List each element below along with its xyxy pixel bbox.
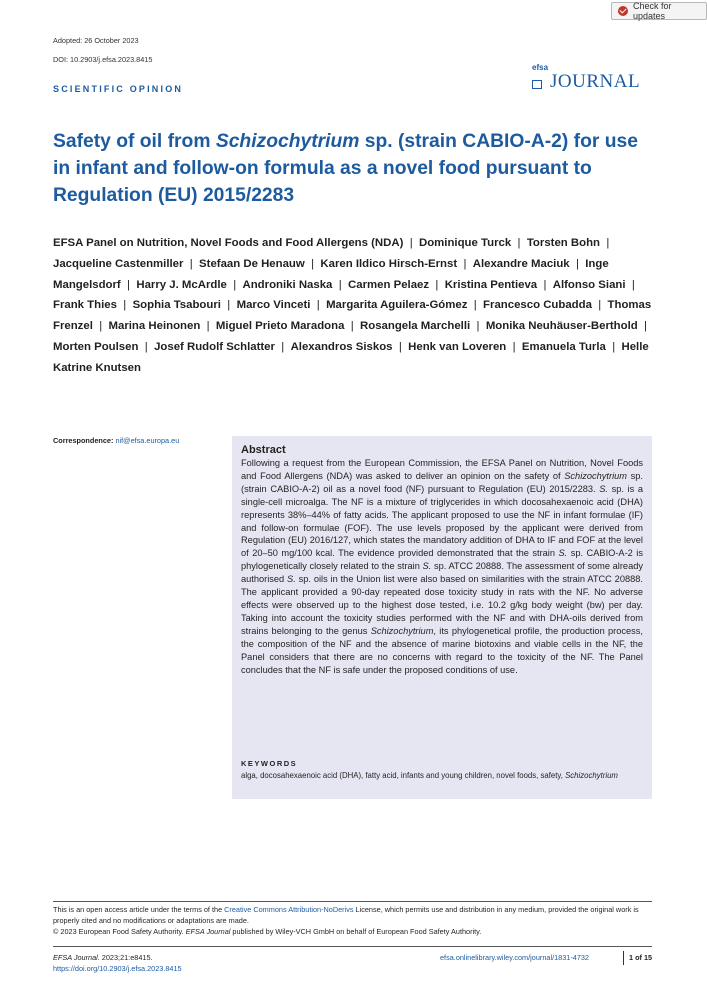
copyright-journal: EFSA Journal	[185, 926, 231, 936]
author-separator: |	[467, 299, 484, 312]
author-separator: |	[220, 299, 237, 312]
author-name: Marco Vinceti	[236, 299, 311, 312]
footer-citation-text: 2023;21:e8415.	[99, 953, 153, 962]
author-separator: |	[116, 299, 133, 312]
author-separator: |	[429, 278, 445, 291]
author-separator: |	[138, 340, 155, 353]
abstract-italic: S.	[422, 561, 432, 572]
author-name: Dominique Turck	[419, 237, 512, 249]
logo-efsa-text: efsa	[532, 63, 549, 72]
author-separator: |	[200, 320, 216, 333]
title-text-2: sp. (strain CABIO-A-2) for use in infant and follow-on formula as a novel food pursuant to Regulation (EU) 2015/2283	[53, 131, 638, 206]
footer-divider	[53, 946, 652, 947]
abstract-italic: Schizochytrium	[564, 470, 627, 481]
abstract-text: , its phylogenetical profile, the production process, the composition of the NF and the absence of marine biotoxins and viable cells in the NF, the Panel considers that there are no concerns with regard to the toxicity of the NF. The Panel concludes that the NF is safe under the proposed conditions of use.	[241, 625, 643, 675]
author-separator: |	[457, 257, 473, 270]
cc-license-link[interactable]: Creative Commons Attribution-NoDerivs	[224, 905, 354, 914]
author-name: Inge Mangelsdorf	[53, 257, 609, 291]
author-separator: |	[120, 278, 137, 291]
license-divider	[53, 901, 652, 902]
author-separator: |	[591, 299, 608, 312]
title-text-1: Safety of oil from	[53, 131, 216, 152]
author-name: Rosangela Marchelli	[360, 320, 471, 333]
keywords-heading: KEYWORDS	[241, 759, 298, 768]
abstract-text: sp. is a single-cell microalga. The NF is a mixture of triglycerides in which docosahexaenoic acid (DHA) represents 38%–44% of fatty acids. The applicant proposed to use the NF in infant formulae (IF) and follow-on formulae (FOF). The use levels proposed by the applicant were derived from Regulation (EU) 2016/127, which states the mandatory addition of DHA to IF and FOF at the level of 20–50 mg/100 kcal. The evidence provided demonstrated that the strain	[241, 483, 644, 559]
author-separator: |	[600, 237, 613, 249]
license-text-1: This is an open access article under the terms of the	[53, 905, 225, 914]
author-name: Karen Ildico Hirsch-Ernst	[320, 257, 458, 270]
check-for-updates-button[interactable]	[611, 2, 707, 20]
author-name: Alexandre Maciuk	[472, 257, 570, 270]
adopted-date: Adopted: 26 October 2023	[53, 36, 139, 45]
author-name: Kristina Pentieva	[444, 278, 538, 291]
author-name: Androniki Naska	[242, 278, 333, 291]
author-separator: |	[304, 257, 321, 270]
author-separator: |	[183, 257, 200, 270]
copyright-text-2: published by Wiley-VCH GmbH on behalf of European Food Safety Authority.	[230, 926, 482, 936]
check-badge-icon	[618, 6, 628, 16]
author-separator: |	[274, 340, 291, 353]
doi-line: DOI: 10.2903/j.efsa.2023.8415	[53, 55, 153, 64]
abstract-text: sp. CABIO-A-2 is phylogenetically closely related to the strain	[241, 548, 643, 572]
author-name: Carmen Pelaez	[348, 278, 430, 291]
author-name: EFSA Panel on Nutrition, Novel Foods and Food Allergens (NDA)	[53, 237, 404, 249]
author-name: Thomas Frenzel	[53, 299, 652, 333]
author-name: Torsten Bohn	[526, 237, 600, 249]
author-name: Jacqueline Castenmiller	[53, 257, 184, 270]
author-name: Emanuela Turla	[521, 340, 606, 353]
abstract-body	[241, 457, 643, 676]
check-for-updates-label: Check for updates	[633, 1, 672, 21]
author-separator: |	[506, 340, 522, 353]
author-name: Miguel Prieto Maradona	[215, 320, 345, 333]
correspondence	[53, 436, 179, 445]
license-notice	[53, 905, 658, 937]
keywords-text: alga, docosahexaenoic acid (DHA), fatty acid, infants and young children, novel foods, safety,	[241, 771, 563, 780]
correspondence-label: Correspondence:	[53, 436, 114, 445]
footer-doi-link[interactable]: https://doi.org/10.2903/j.efsa.2023.8415	[53, 963, 182, 973]
author-separator: |	[310, 299, 327, 312]
abstract-italic: S.	[558, 548, 568, 559]
author-name: Frank Thies	[53, 299, 117, 312]
efsa-journal-logo	[532, 64, 640, 92]
title-italic: Schizochytrium	[215, 131, 360, 152]
author-name: Morten Poulsen	[53, 340, 139, 353]
author-separator: |	[92, 320, 109, 333]
abstract-text: sp. oils in the Union list were also based on similarities with the strain ATCC 20888. The applicant provided a 90-day repeated dose toxicity study in rats with the NF. No adverse effects were observed up to the highest dose tested, i.e. 10.2 g/kg body weight (bw) per day. Taking into account the toxicity studies performed with the NF and with DHA-oils derived from strains belonging to the genus	[241, 574, 643, 636]
author-separator: |	[226, 278, 243, 291]
correspondence-email-link[interactable]: nif@efsa.europa.eu	[115, 436, 180, 445]
author-separator: |	[344, 320, 361, 333]
author-separator: |	[569, 257, 586, 270]
keywords-italic: Schizochytrium	[565, 771, 618, 780]
author-list	[53, 233, 663, 379]
author-name: Stefaan De Henauw	[199, 257, 305, 270]
journal-url-link[interactable]: efsa.onlinelibrary.wiley.com/journal/1831-4732	[440, 953, 589, 962]
copyright-text-1: © 2023 European Food Safety Authority.	[53, 926, 186, 936]
page-number: 1 of 15	[629, 953, 653, 962]
author-name: Helle Katrine Knutsen	[53, 340, 649, 374]
author-name: Alfonso Siani	[552, 278, 626, 291]
keywords-list	[241, 770, 643, 781]
author-name: Harry J. McArdle	[136, 278, 227, 291]
author-name: Alexandros Siskos	[290, 340, 393, 353]
author-separator: |	[625, 278, 638, 291]
author-separator: |	[332, 278, 349, 291]
abstract-italic: S.	[287, 574, 296, 585]
author-separator: |	[605, 340, 622, 353]
author-name: Margarita Aguilera-Gómez	[326, 299, 468, 312]
author-separator: |	[637, 320, 651, 333]
footer-separator	[623, 951, 624, 965]
author-separator: |	[403, 237, 419, 249]
author-name: Marina Heinonen	[108, 320, 201, 333]
author-separator: |	[470, 320, 486, 333]
logo-box-icon	[532, 80, 542, 89]
article-title	[53, 128, 653, 209]
footer-citation	[53, 953, 182, 975]
abstract-text: Following a request from the European Commission, the EFSA Panel on Nutrition, Novel Foods and Food Allergens (NDA) was asked to deliver an opinion on the safety of	[241, 458, 643, 481]
author-name: Monika Neuhäuser-Berthold	[485, 320, 638, 333]
author-name: Henk van Loveren	[408, 340, 507, 353]
abstract-box	[232, 436, 652, 799]
author-name: Josef Rudolf Schlatter	[154, 340, 275, 353]
abstract-italic: S.	[599, 483, 608, 494]
author-separator: |	[537, 278, 553, 291]
abstract-text: sp. ATCC 20888. The assessment of some already authorised	[241, 561, 643, 585]
abstract-heading: Abstract	[241, 444, 286, 456]
author-name: Sophia Tsabouri	[132, 299, 221, 312]
author-separator: |	[511, 237, 527, 249]
section-label: SCIENTIFIC OPINION	[53, 84, 184, 94]
abstract-italic: Schizochytrium	[370, 625, 434, 636]
abstract-text: sp. (strain CABIO-A-2) oil as a novel food (NF) pursuant to Regulation (EU) 2015/2283.	[241, 470, 643, 494]
footer-journal: EFSA Journal.	[53, 953, 100, 962]
author-name: Francesco Cubadda	[483, 299, 592, 312]
logo-journal-text: JOURNAL	[550, 71, 641, 92]
author-separator: |	[392, 340, 409, 353]
license-text-2: License, which permits use and distribution in any medium, provided the original work is properly cited and no modifications or adaptations are made.	[53, 905, 639, 925]
